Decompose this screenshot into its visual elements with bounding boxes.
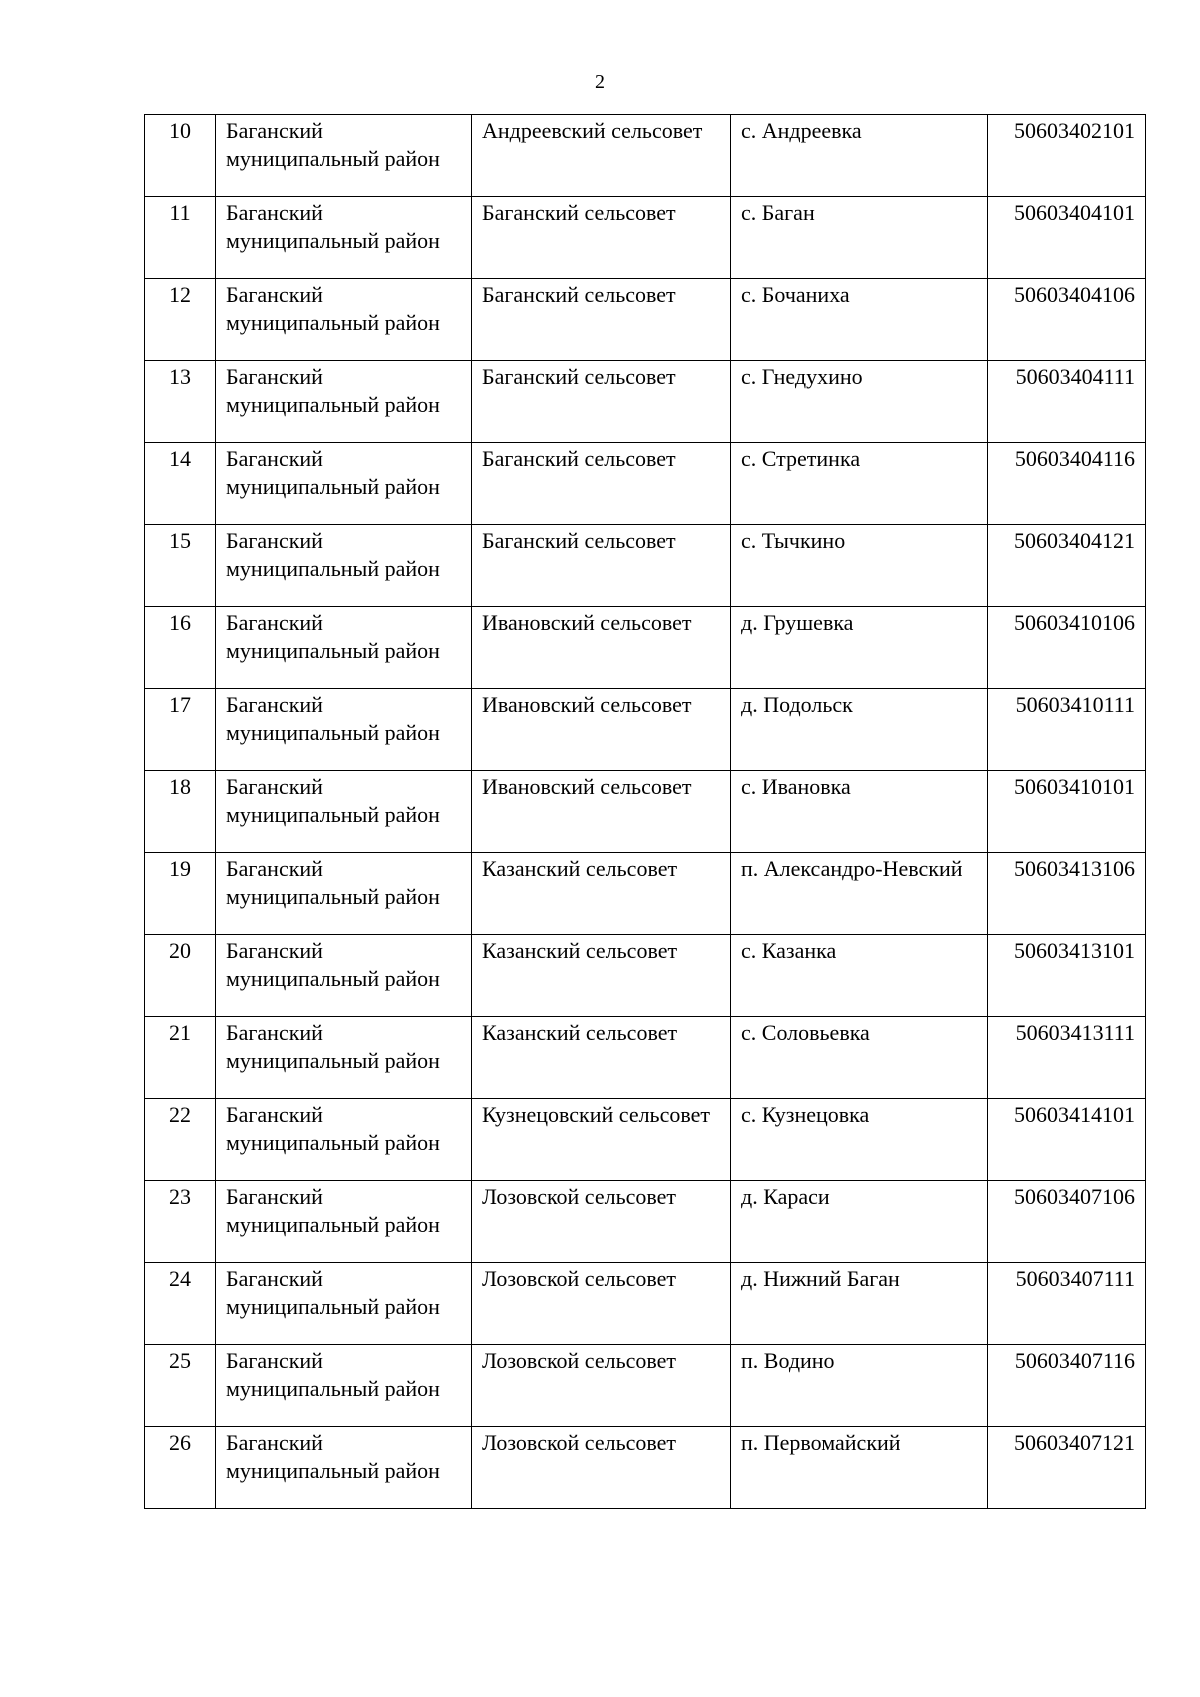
district-cell: Баганский муниципальный район — [216, 935, 472, 1017]
code-cell: 50603407106 — [988, 1181, 1146, 1263]
district-cell: Баганский муниципальный район — [216, 525, 472, 607]
row-number: 14 — [145, 443, 216, 525]
place-cell: с. Казанка — [731, 935, 988, 1017]
place-cell: с. Гнедухино — [731, 361, 988, 443]
district-cell: Баганский муниципальный район — [216, 1181, 472, 1263]
table-row — [145, 935, 1146, 1017]
table-row — [145, 279, 1146, 361]
district-cell: Баганский муниципальный район — [216, 1017, 472, 1099]
place-cell: с. Ивановка — [731, 771, 988, 853]
district-cell: Баганский муниципальный район — [216, 361, 472, 443]
place-cell: с. Бочаниха — [731, 279, 988, 361]
row-number: 20 — [145, 935, 216, 1017]
district-cell: Баганский муниципальный район — [216, 1345, 472, 1427]
place-cell: д. Подольск — [731, 689, 988, 771]
row-number: 23 — [145, 1181, 216, 1263]
table-row — [145, 607, 1146, 689]
council-cell: Баганский сельсовет — [472, 361, 731, 443]
table-row — [145, 771, 1146, 853]
table-row — [145, 115, 1146, 197]
row-number: 17 — [145, 689, 216, 771]
district-cell: Баганский муниципальный район — [216, 1099, 472, 1181]
code-cell: 50603410101 — [988, 771, 1146, 853]
place-cell: д. Нижний Баган — [731, 1263, 988, 1345]
table-row — [145, 1345, 1146, 1427]
row-number: 24 — [145, 1263, 216, 1345]
table-row — [145, 1427, 1146, 1509]
code-cell: 50603407111 — [988, 1263, 1146, 1345]
council-cell: Баганский сельсовет — [472, 443, 731, 525]
row-number: 10 — [145, 115, 216, 197]
place-cell: с. Баган — [731, 197, 988, 279]
district-cell: Баганский муниципальный район — [216, 1263, 472, 1345]
code-cell: 50603413111 — [988, 1017, 1146, 1099]
row-number: 26 — [145, 1427, 216, 1509]
row-number: 11 — [145, 197, 216, 279]
district-cell: Баганский муниципальный район — [216, 607, 472, 689]
row-number: 22 — [145, 1099, 216, 1181]
place-cell: с. Соловьевка — [731, 1017, 988, 1099]
place-cell: д. Грушевка — [731, 607, 988, 689]
district-cell: Баганский муниципальный район — [216, 197, 472, 279]
district-cell: Баганский муниципальный район — [216, 115, 472, 197]
table-row — [145, 197, 1146, 279]
page-number: 2 — [595, 71, 605, 93]
table-row — [145, 443, 1146, 525]
row-number: 16 — [145, 607, 216, 689]
table-body — [145, 115, 1146, 1509]
table-row — [145, 1099, 1146, 1181]
place-cell: с. Андреевка — [731, 115, 988, 197]
council-cell: Ивановский сельсовет — [472, 689, 731, 771]
council-cell: Казанский сельсовет — [472, 1017, 731, 1099]
code-cell: 50603404116 — [988, 443, 1146, 525]
row-number: 12 — [145, 279, 216, 361]
row-number: 13 — [145, 361, 216, 443]
table-row — [145, 689, 1146, 771]
council-cell: Лозовской сельсовет — [472, 1345, 731, 1427]
district-cell: Баганский муниципальный район — [216, 279, 472, 361]
place-cell: с. Кузнецовка — [731, 1099, 988, 1181]
row-number: 15 — [145, 525, 216, 607]
table-row — [145, 853, 1146, 935]
code-cell: 50603410106 — [988, 607, 1146, 689]
row-number: 25 — [145, 1345, 216, 1427]
council-cell: Баганский сельсовет — [472, 525, 731, 607]
council-cell: Казанский сельсовет — [472, 853, 731, 935]
district-cell: Баганский муниципальный район — [216, 1427, 472, 1509]
code-cell: 50603404106 — [988, 279, 1146, 361]
place-cell: п. Водино — [731, 1345, 988, 1427]
code-cell: 50603404121 — [988, 525, 1146, 607]
council-cell: Лозовской сельсовет — [472, 1427, 731, 1509]
council-cell: Лозовской сельсовет — [472, 1263, 731, 1345]
council-cell: Казанский сельсовет — [472, 935, 731, 1017]
row-number: 18 — [145, 771, 216, 853]
council-cell: Баганский сельсовет — [472, 279, 731, 361]
code-cell: 50603413101 — [988, 935, 1146, 1017]
district-cell: Баганский муниципальный район — [216, 771, 472, 853]
table-row — [145, 361, 1146, 443]
place-cell: п. Первомайский — [731, 1427, 988, 1509]
code-cell: 50603413106 — [988, 853, 1146, 935]
council-cell: Баганский сельсовет — [472, 197, 731, 279]
row-number: 19 — [145, 853, 216, 935]
district-cell: Баганский муниципальный район — [216, 853, 472, 935]
code-cell: 50603404101 — [988, 197, 1146, 279]
council-cell: Андреевский сельсовет — [472, 115, 731, 197]
council-cell: Ивановский сельсовет — [472, 771, 731, 853]
code-cell: 50603410111 — [988, 689, 1146, 771]
table-row — [145, 1181, 1146, 1263]
code-cell: 50603407116 — [988, 1345, 1146, 1427]
settlements-table — [144, 114, 1146, 1509]
code-cell: 50603402101 — [988, 115, 1146, 197]
code-cell: 50603404111 — [988, 361, 1146, 443]
place-cell: п. Александро-Невский — [731, 853, 988, 935]
district-cell: Баганский муниципальный район — [216, 443, 472, 525]
code-cell: 50603407121 — [988, 1427, 1146, 1509]
council-cell: Лозовской сельсовет — [472, 1181, 731, 1263]
council-cell: Ивановский сельсовет — [472, 607, 731, 689]
table-row — [145, 1263, 1146, 1345]
code-cell: 50603414101 — [988, 1099, 1146, 1181]
place-cell: с. Тычкино — [731, 525, 988, 607]
place-cell: д. Караси — [731, 1181, 988, 1263]
place-cell: с. Стретинка — [731, 443, 988, 525]
district-cell: Баганский муниципальный район — [216, 689, 472, 771]
table-row — [145, 525, 1146, 607]
row-number: 21 — [145, 1017, 216, 1099]
council-cell: Кузнецовский сельсовет — [472, 1099, 731, 1181]
table-row — [145, 1017, 1146, 1099]
